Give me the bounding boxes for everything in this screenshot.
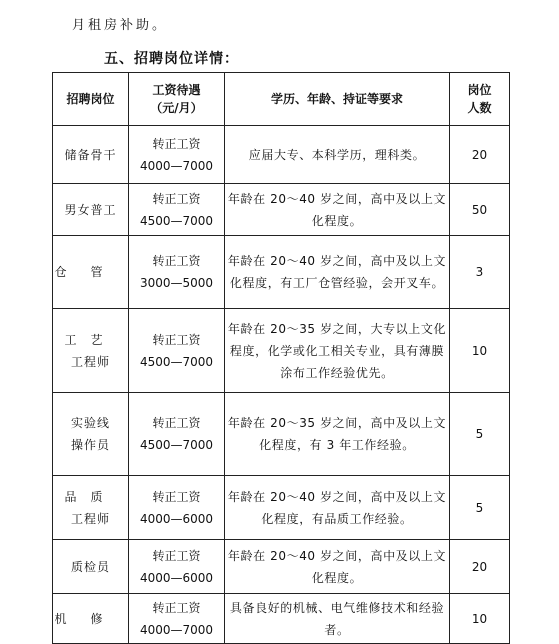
- cell-post: [53, 476, 129, 540]
- cell-post: [53, 309, 129, 393]
- header-post: 招聘岗位: [53, 73, 129, 126]
- cell-count: 10: [450, 309, 510, 393]
- pay-line: 转正工资: [152, 416, 201, 430]
- post-line: 工程师: [70, 354, 110, 369]
- pay-line: 转正工资: [152, 191, 201, 206]
- post-line: 男女普工: [64, 202, 117, 217]
- post-line: 品质: [64, 489, 117, 504]
- pay-line: 4000—7000: [139, 158, 214, 173]
- job-table: [52, 72, 510, 644]
- cell-pay: [129, 309, 225, 393]
- post-line: 仓管: [54, 265, 127, 279]
- header-pay: [129, 73, 225, 126]
- cell-count: 50: [450, 184, 510, 236]
- cell-post: [53, 126, 129, 184]
- cell-requirements: 年龄在 20～35 岁之间，高中及以上文化程度，有 3 年工作经验。: [225, 393, 450, 476]
- cell-count: 20: [450, 126, 510, 184]
- cell-post: [53, 594, 129, 644]
- table-row: [53, 126, 510, 184]
- header-pay-line2: （元/月）: [150, 101, 203, 115]
- cell-pay: [129, 126, 225, 184]
- cell-count: 20: [450, 540, 510, 594]
- pay-line: 4500—7000: [139, 354, 214, 369]
- pay-line: 转正工资: [152, 136, 201, 151]
- header-count: [450, 73, 510, 126]
- table-row: [53, 184, 510, 236]
- pay-line: 3000—5000: [139, 276, 214, 290]
- cell-requirements: 年龄在 20～40 岁之间，高中及以上文化程度。: [225, 540, 450, 594]
- post-line: 工艺: [64, 332, 117, 347]
- cell-pay: [129, 184, 225, 236]
- cell-pay: [129, 236, 225, 309]
- table-row: [53, 594, 510, 644]
- pay-line: 转正工资: [152, 548, 201, 563]
- table-row: [53, 476, 510, 540]
- cell-count: 5: [450, 393, 510, 476]
- cell-requirements: 应届大专、本科学历，理科类。: [225, 126, 450, 184]
- post-line: 实验线: [70, 416, 110, 430]
- cell-pay: [129, 393, 225, 476]
- header-requirements: 学历、年龄、持证等要求: [225, 73, 450, 126]
- cell-requirements: 年龄在 20～40 岁之间，高中及以上文化程度。: [225, 184, 450, 236]
- pay-line: 转正工资: [152, 489, 201, 504]
- cell-count: 3: [450, 236, 510, 309]
- pay-line: 转正工资: [152, 600, 201, 615]
- intro-text: 月租房补助。: [72, 18, 169, 33]
- table-row: [53, 540, 510, 594]
- table-header-row: [53, 73, 510, 126]
- header-pay-line1: 工资待遇: [152, 83, 201, 97]
- cell-post: [53, 393, 129, 476]
- post-line: 机修: [54, 611, 127, 626]
- cell-post: [53, 236, 129, 309]
- pay-line: 4000—7000: [139, 622, 214, 637]
- table-row: [53, 236, 510, 309]
- pay-line: 转正工资: [152, 254, 201, 268]
- post-line: 储备骨干: [64, 147, 117, 162]
- pay-line: 4500—7000: [139, 438, 214, 452]
- cell-pay: [129, 540, 225, 594]
- cell-requirements: 年龄在 20～35 岁之间，大专以上文化程度，化学或化工相关专业，具有薄膜涂布工作经验优先。: [225, 309, 450, 393]
- table-row: [53, 309, 510, 393]
- cell-pay: [129, 594, 225, 644]
- header-count-line2: 人数: [467, 101, 492, 115]
- cell-post: [53, 540, 129, 594]
- cell-post: [53, 184, 129, 236]
- cell-count: 5: [450, 476, 510, 540]
- pay-line: 4500—7000: [139, 213, 214, 228]
- pay-line: 4000—6000: [139, 511, 214, 526]
- section-title: 五、招聘岗位详情：: [104, 51, 239, 67]
- cell-requirements: 年龄在 20～40 岁之间，高中及以上文化程度，有品质工作经验。: [225, 476, 450, 540]
- pay-line: 转正工资: [152, 332, 201, 347]
- cell-count: 10: [450, 594, 510, 644]
- cell-requirements: 具备良好的机械、电气维修技术和经验者。: [225, 594, 450, 644]
- table-row: [53, 393, 510, 476]
- cell-pay: [129, 476, 225, 540]
- pay-line: 4000—6000: [139, 570, 214, 585]
- header-count-line1: 岗位: [467, 83, 492, 97]
- cell-requirements: 年龄在 20～40 岁之间，高中及以上文化程度，有工厂仓管经验，会开叉车。: [225, 236, 450, 309]
- post-line: 操作员: [70, 438, 110, 452]
- post-line: 工程师: [70, 511, 110, 526]
- post-line: 质检员: [70, 559, 110, 574]
